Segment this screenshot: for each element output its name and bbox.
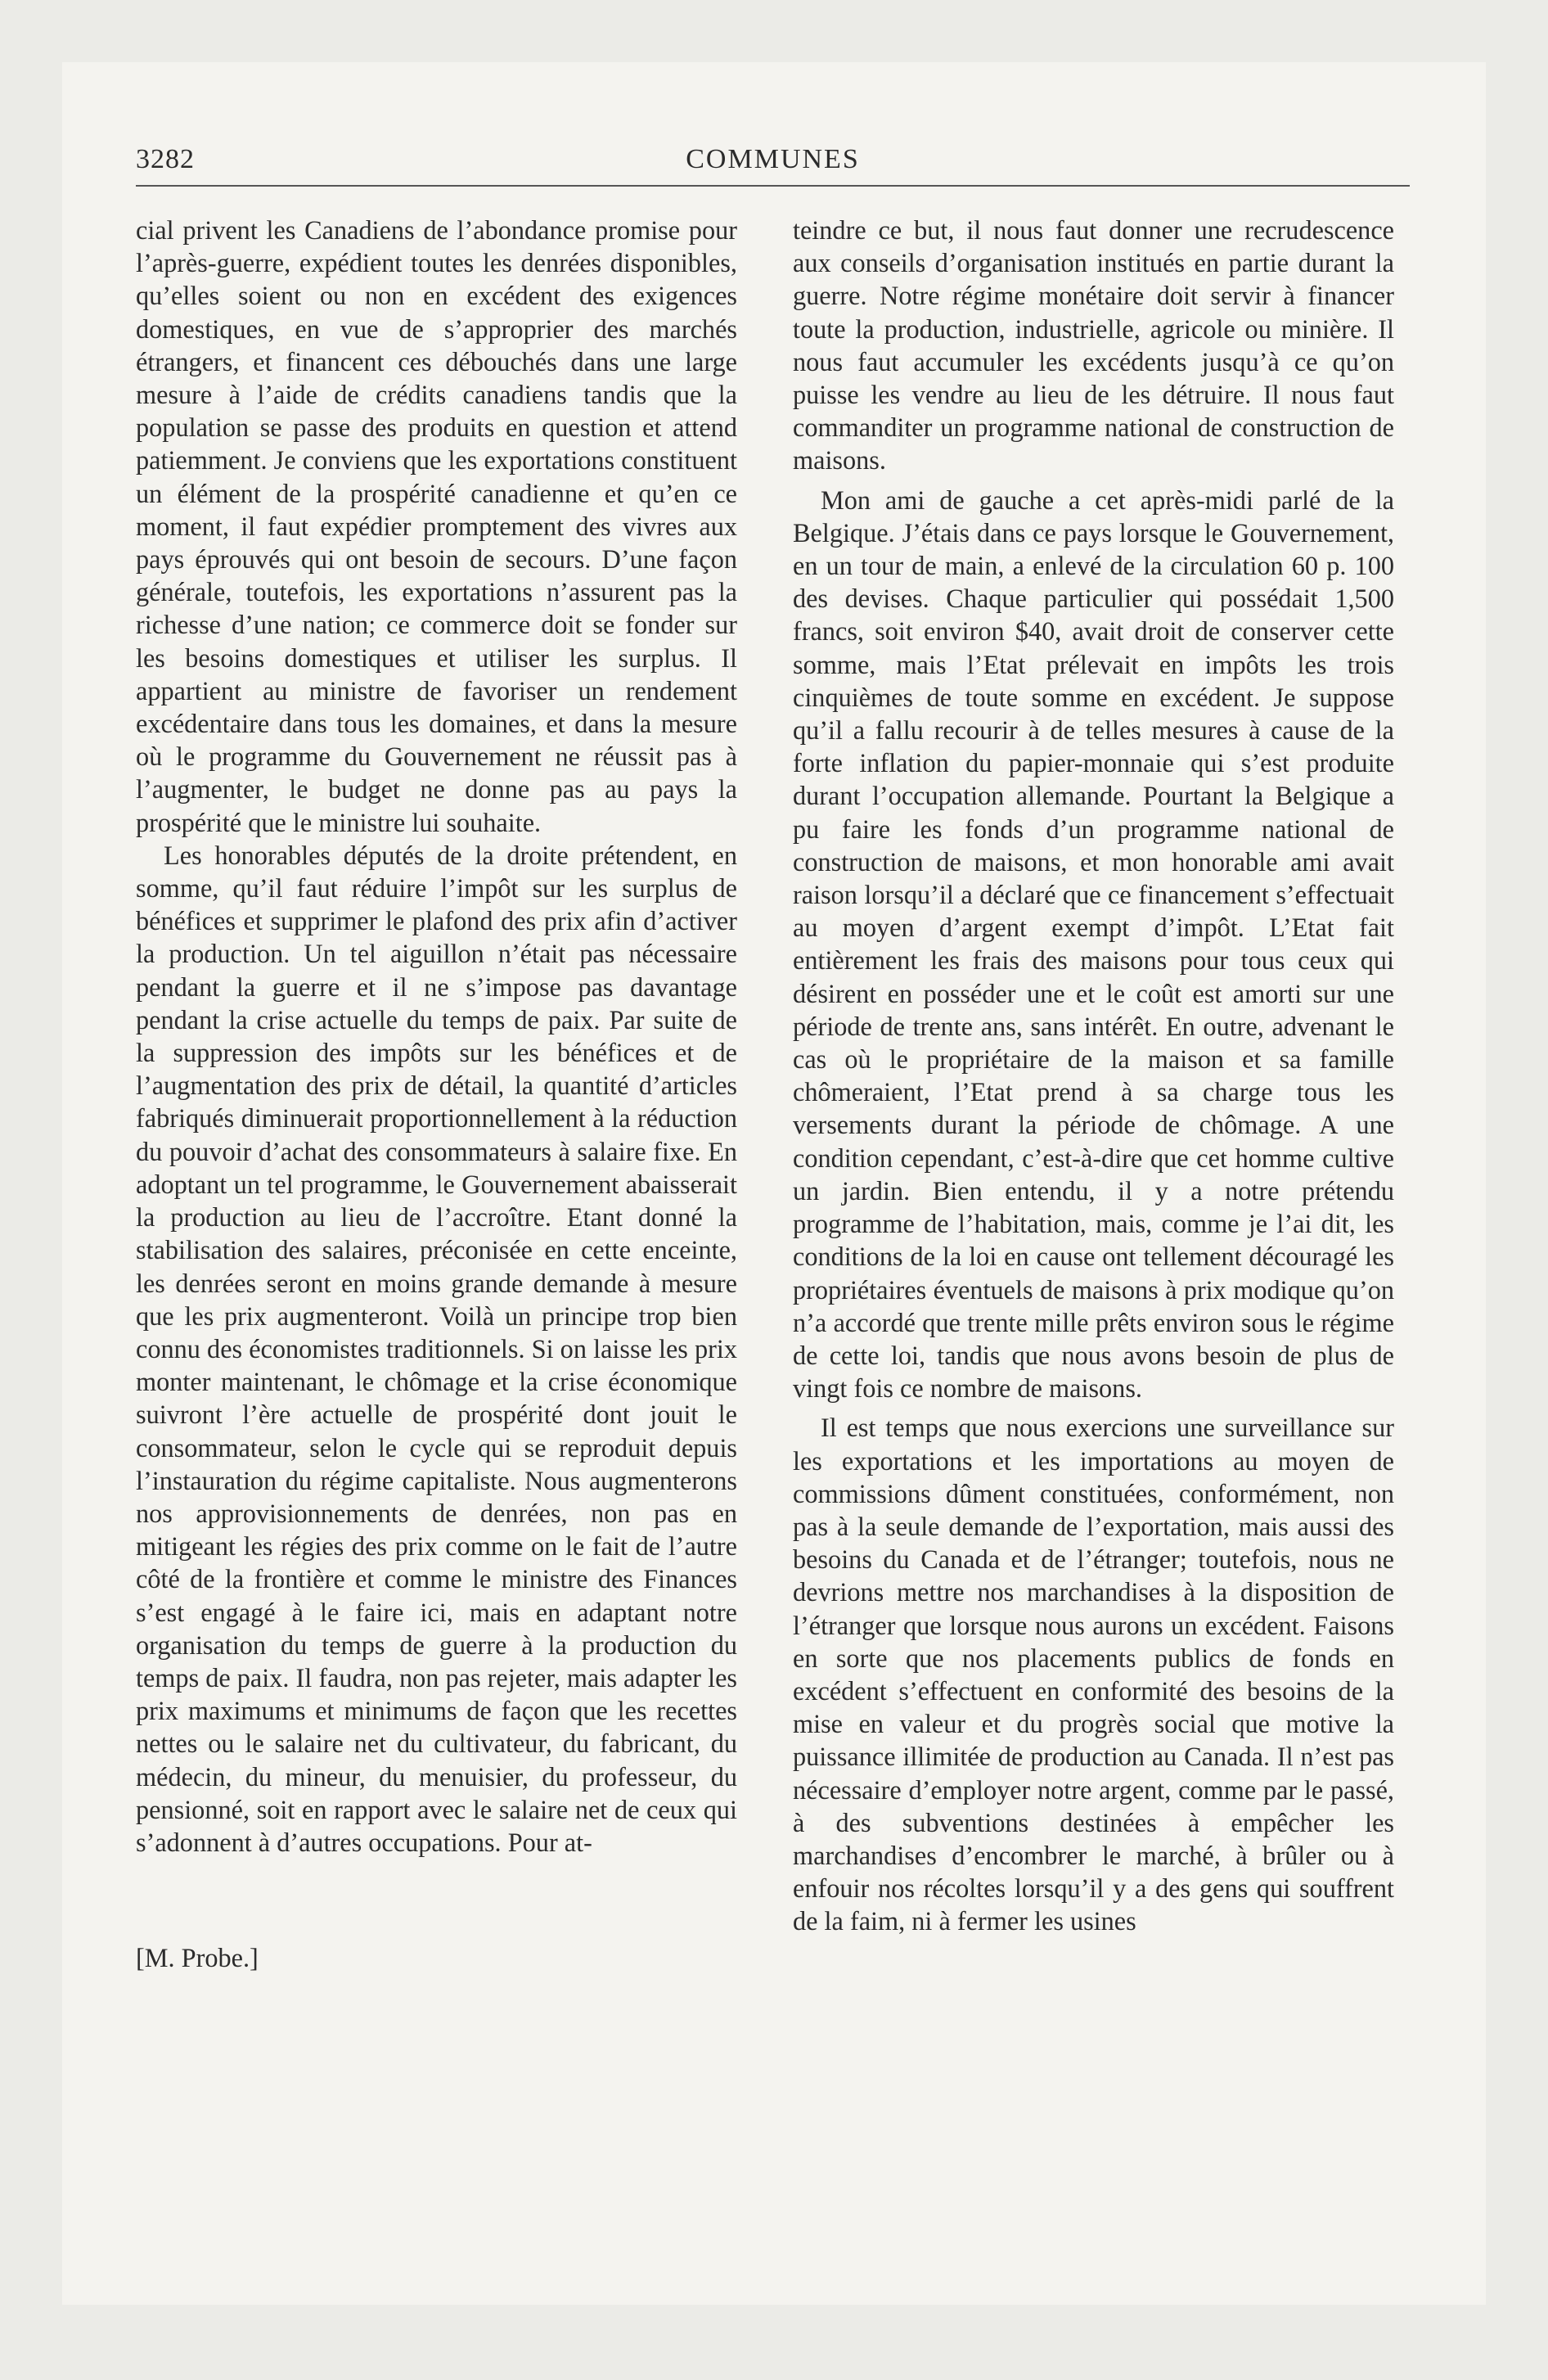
- paragraph: Mon ami de gauche a cet après-midi parlé de la Belgique. J’étais dans ce pays lorsque le Gouvernement, en un tour de main, a enlevé de la circulation 60 p. 100 des devises. Chaque particulier qui possédait 1,500 francs, soit environ $40, avait droit de conserver cette somme, mais l’Etat prélevait en impôts les trois cinquièmes de toute somme en excédent. Je suppose qu’il a fallu recourir à de telles mesures à cause de la forte inflation du papier-monnaie qui s’est produite durant l’occupation allemande. Pourtant la Belgique a pu faire les fonds d’un programme national de construction de maisons, et mon honorable ami avait raison lorsqu’il a déclaré que ce financement s’effectuait au moyen d’argent exempt d’impôt. L’Etat fait entièrement les frais des maisons pour tous ceux qui désirent en posséder une et le coût est amorti sur une période de trente ans, sans intérêt. En outre, advenant le cas où le propriétaire de la maison et sa famille chômeraient, l’Etat prend à sa charge tous les versements durant la période de chômage. A une condition cependant, c’est-à-dire que cet homme cultive un jardin. Bien entendu, il y a notre prétendu programme de l’habitation, mais, comme je l’ai dit, les conditions de la loi en cause ont tellement découragé les propriétaires éventuels de maisons à prix modique qu’on n’a accordé que trente mille prêts environ sous le régime de cette loi, tandis que nous avons besoin de plus de vingt fois ce nombre de maisons.: [793, 485, 1394, 1404]
- left-column: [136, 214, 737, 1859]
- document-page: [62, 62, 1486, 2305]
- running-title: COMMUNES: [686, 144, 860, 174]
- right-column: [793, 214, 1394, 1938]
- page-header: [136, 144, 1410, 187]
- paragraph: cial privent les Canadiens de l’abondance promise pour l’après-guerre, expédient toutes les denrées disponibles, qu’elles soient ou non en excédent des exigences domestiques, en vue de s’approprier des marchés étrangers, et financent ces débouchés dans une large mesure à l’aide de crédits canadiens tandis que la population se passe des produits en question et attend patiemment. Je conviens que les exportations constituent un élément de la prospérité canadienne et qu’en ce moment, il faut expédier promptement des vivres aux pays éprouvés qui ont besoin de secours. D’une façon générale, toutefois, les exportations n’assurent pas la richesse d’une nation; ce commerce doit se fonder sur les besoins domestiques et utiliser les surplus. Il appartient au ministre de favoriser un rendement excédentaire dans tous les domaines, et dans la mesure où le programme du Gouvernement ne réussit pas à l’augmenter, le budget ne donne pas au pays la prospérité que le ministre lui souhaite.: [136, 215, 737, 837]
- paragraph: Il est temps que nous exercions une surveillance sur les exportations et les importations au moyen de commissions dûment constituées, conformément, non pas à la seule demande de l’exportation, mais aussi des besoins du Canada et de l’étranger; toutefois, nous ne devrions mettre nos marchandises à la disposition de l’étranger que lorsque nous aurons un excédent. Faisons en sorte que nos placements publics de fonds en excédent s’effectuent en conformité des besoins de la mise en valeur et du progrès social que motive la puissance illimitée de production au Canada. Il n’est pas nécessaire d’employer notre argent, comme par le passé, à des subventions destinées à empêcher les marchandises d’encombrer le marché, à brûler ou à enfouir nos récoltes lorsqu’il y a des gens qui souffrent de la faim, ni à fermer les usines: [793, 1413, 1394, 1936]
- paragraph: Les honorables députés de la droite prétendent, en somme, qu’il faut réduire l’impôt sur les surplus de bénéfices et supprimer le plafond des prix afin d’activer la production. Un tel aiguillon n’était pas nécessaire pendant la guerre et il ne s’impose pas davantage pendant la crise actuelle du temps de paix. Par suite de la suppression des impôts sur les bénéfices et de l’augmentation des prix de détail, la quantité d’articles fabriqués diminuerait proportionnellement à la réduction du pouvoir d’achat des consommateurs à salaire fixe. En adoptant un tel programme, le Gouvernement abaisserait la production au lieu de l’accroître. Etant donné la stabilisation des salaires, préconisée en cette enceinte, les denrées seront en moins grande demande à mesure que les prix augmenteront. Voilà un principe trop bien connu des économistes traditionnels. Si on laisse les prix monter maintenant, le chômage et la crise économique suivront l’ère actuelle de prospérité dont jouit le consommateur, selon le cycle qui se reproduit depuis l’instauration du régime capitaliste. Nous augmenterons nos approvisionnements de denrées, non pas en mitigeant les régies des prix comme on le fait de l’autre côté de la frontière et comme le ministre des Finances s’est engagé à le faire ici, mais en adaptant notre organisation du temps de guerre à la production du temps de paix. Il faudra, non pas rejeter, mais adapter les prix maximums et minimums de façon que les recettes nettes ou le salaire net du cultivateur, du fabricant, du médecin, du mineur, du menuisier, du professeur, du pensionné, soit en rapport avec le salaire net de ceux qui s’adonnent à d’autres occupations. Pour at-: [136, 840, 737, 1857]
- speaker-attribution: [M. Probe.]: [136, 1943, 259, 1972]
- paragraph: teindre ce but, il nous faut donner une recrudescence aux conseils d’organisation institués en partie durant la guerre. Notre régime monétaire doit servir à financer toute la production, industrielle, agricole ou minière. Il nous faut accumuler les excédents jusqu’à ce qu’on puisse les vendre au lieu de les détruire. Il nous faut commanditer un programme national de construction de maisons.: [793, 215, 1394, 476]
- page-number: 3282: [136, 144, 195, 174]
